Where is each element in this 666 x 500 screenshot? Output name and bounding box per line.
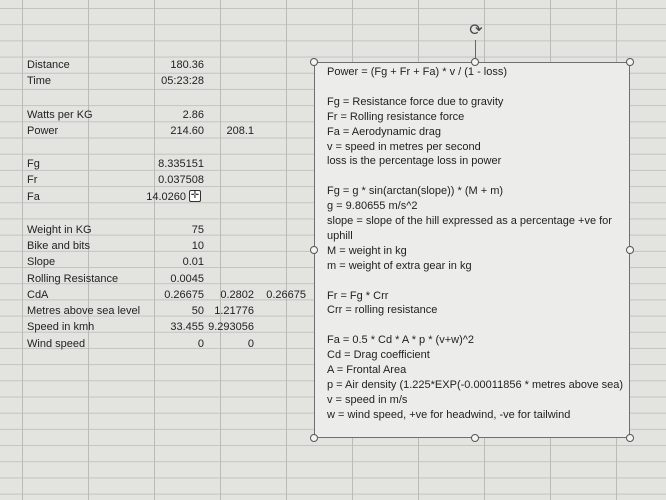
cell-value[interactable]: 0 (197, 338, 204, 350)
resize-handle[interactable] (626, 434, 634, 442)
cell-value[interactable]: 8.335151 (158, 158, 204, 170)
textbox-line: Power = (Fg + Fr + Fa) * v / (1 - loss) (327, 66, 508, 78)
textbox-line: m = weight of extra gear in kg (327, 259, 472, 272)
cell-label[interactable]: Fr (27, 174, 38, 186)
cell-value[interactable]: 14.0260 (146, 191, 186, 203)
textbox-line: v = speed in m/s (327, 393, 408, 406)
textbox-line: Fa = Aerodynamic drag (327, 125, 442, 138)
textbox-line: Fa = 0.5 * Cd * A * p * (v+w)^2 (327, 334, 475, 347)
cell-label[interactable]: Metres above sea level (27, 305, 141, 317)
cell-label[interactable]: Watts per KG (27, 109, 93, 121)
resize-handle[interactable] (471, 58, 479, 66)
cell-value[interactable]: 2.86 (182, 109, 204, 121)
textbox-line (327, 318, 627, 333)
formula-textbox[interactable] (314, 62, 630, 438)
cell-value[interactable]: 75 (191, 224, 204, 236)
textbox-content[interactable] (327, 65, 627, 423)
cell-value[interactable]: 214.60 (170, 125, 204, 137)
textbox-line: Fg = g * sin(arctan(slope)) * (M + m) (327, 185, 504, 198)
textbox-line (327, 80, 627, 95)
resize-handle[interactable] (310, 58, 318, 66)
resize-handle[interactable] (471, 434, 479, 442)
cell-value[interactable]: 50 (191, 305, 204, 317)
cell-label[interactable]: CdA (27, 289, 49, 301)
cell-value[interactable]: 1.21776 (214, 305, 254, 317)
resize-handle[interactable] (310, 246, 318, 254)
textbox-line: p = Air density (1.225*EXP(-0.00011856 * metres above sea) (327, 378, 624, 391)
cell-value[interactable]: 180.36 (170, 59, 204, 71)
resize-handle[interactable] (626, 246, 634, 254)
cell-label[interactable]: Power (27, 125, 59, 137)
cell-value[interactable]: 0.01 (182, 256, 204, 268)
cell-label[interactable]: Bike and bits (27, 240, 90, 252)
cell-value[interactable]: 0.26675 (266, 289, 306, 301)
cell-value[interactable]: 05:23:28 (161, 75, 204, 87)
textbox-line: loss is the percentage loss in power (327, 155, 502, 168)
cell-value[interactable]: 33.455 (170, 321, 204, 333)
textbox-line: Crr = rolling resistance (327, 304, 438, 317)
textbox-line: M = weight in kg (327, 244, 407, 257)
cell-label[interactable]: Fg (27, 158, 40, 170)
cell-value[interactable]: 0.26675 (164, 289, 204, 301)
textbox-line: v = speed in metres per second (327, 140, 481, 153)
textbox-line: Fg = Resistance force due to gravity (327, 95, 504, 108)
rotate-stem (475, 40, 476, 60)
textbox-line: g = 9.80655 m/s^2 (327, 200, 418, 213)
textbox-line: uphill (327, 229, 353, 242)
cell-label[interactable]: Weight in KG (27, 224, 92, 236)
cell-label[interactable]: Slope (27, 256, 56, 268)
textbox-line: Fr = Rolling resistance force (327, 110, 465, 123)
cell-value[interactable]: 0.0045 (170, 273, 204, 285)
textbox-line: slope = slope of the hill expressed as a percentage +ve for (327, 215, 612, 228)
cell-label[interactable]: Wind speed (27, 338, 86, 350)
textbox-line: A = Frontal Area (327, 364, 407, 377)
rotate-handle-icon[interactable]: ⟳ (469, 22, 483, 39)
textbox-line (327, 274, 627, 289)
textbox-line: w = wind speed, +ve for headwind, -ve for tailwind (327, 408, 571, 421)
cell-value[interactable]: 0.2802 (220, 289, 254, 301)
cell-label[interactable]: Fa (27, 191, 40, 203)
cell-value[interactable]: 208.1 (226, 125, 254, 137)
cell-label[interactable]: Time (27, 75, 52, 87)
cell-label[interactable]: Rolling Resistance (27, 273, 119, 285)
cell-value[interactable]: 0.037508 (158, 174, 204, 186)
textbox-line: Cd = Drag coefficient (327, 349, 430, 362)
resize-handle[interactable] (626, 58, 634, 66)
cell-value[interactable]: 0 (247, 338, 254, 350)
cell-label[interactable]: Distance (27, 59, 70, 71)
cell-cursor-icon: ✛ (190, 190, 200, 201)
textbox-line (327, 169, 627, 184)
cell-value[interactable]: 9.293056 (208, 321, 254, 333)
resize-handle[interactable] (310, 434, 318, 442)
cell-value[interactable]: 10 (191, 240, 204, 252)
cell-label[interactable]: Speed in kmh (27, 321, 95, 333)
textbox-line: Fr = Fg * Crr (327, 289, 389, 302)
